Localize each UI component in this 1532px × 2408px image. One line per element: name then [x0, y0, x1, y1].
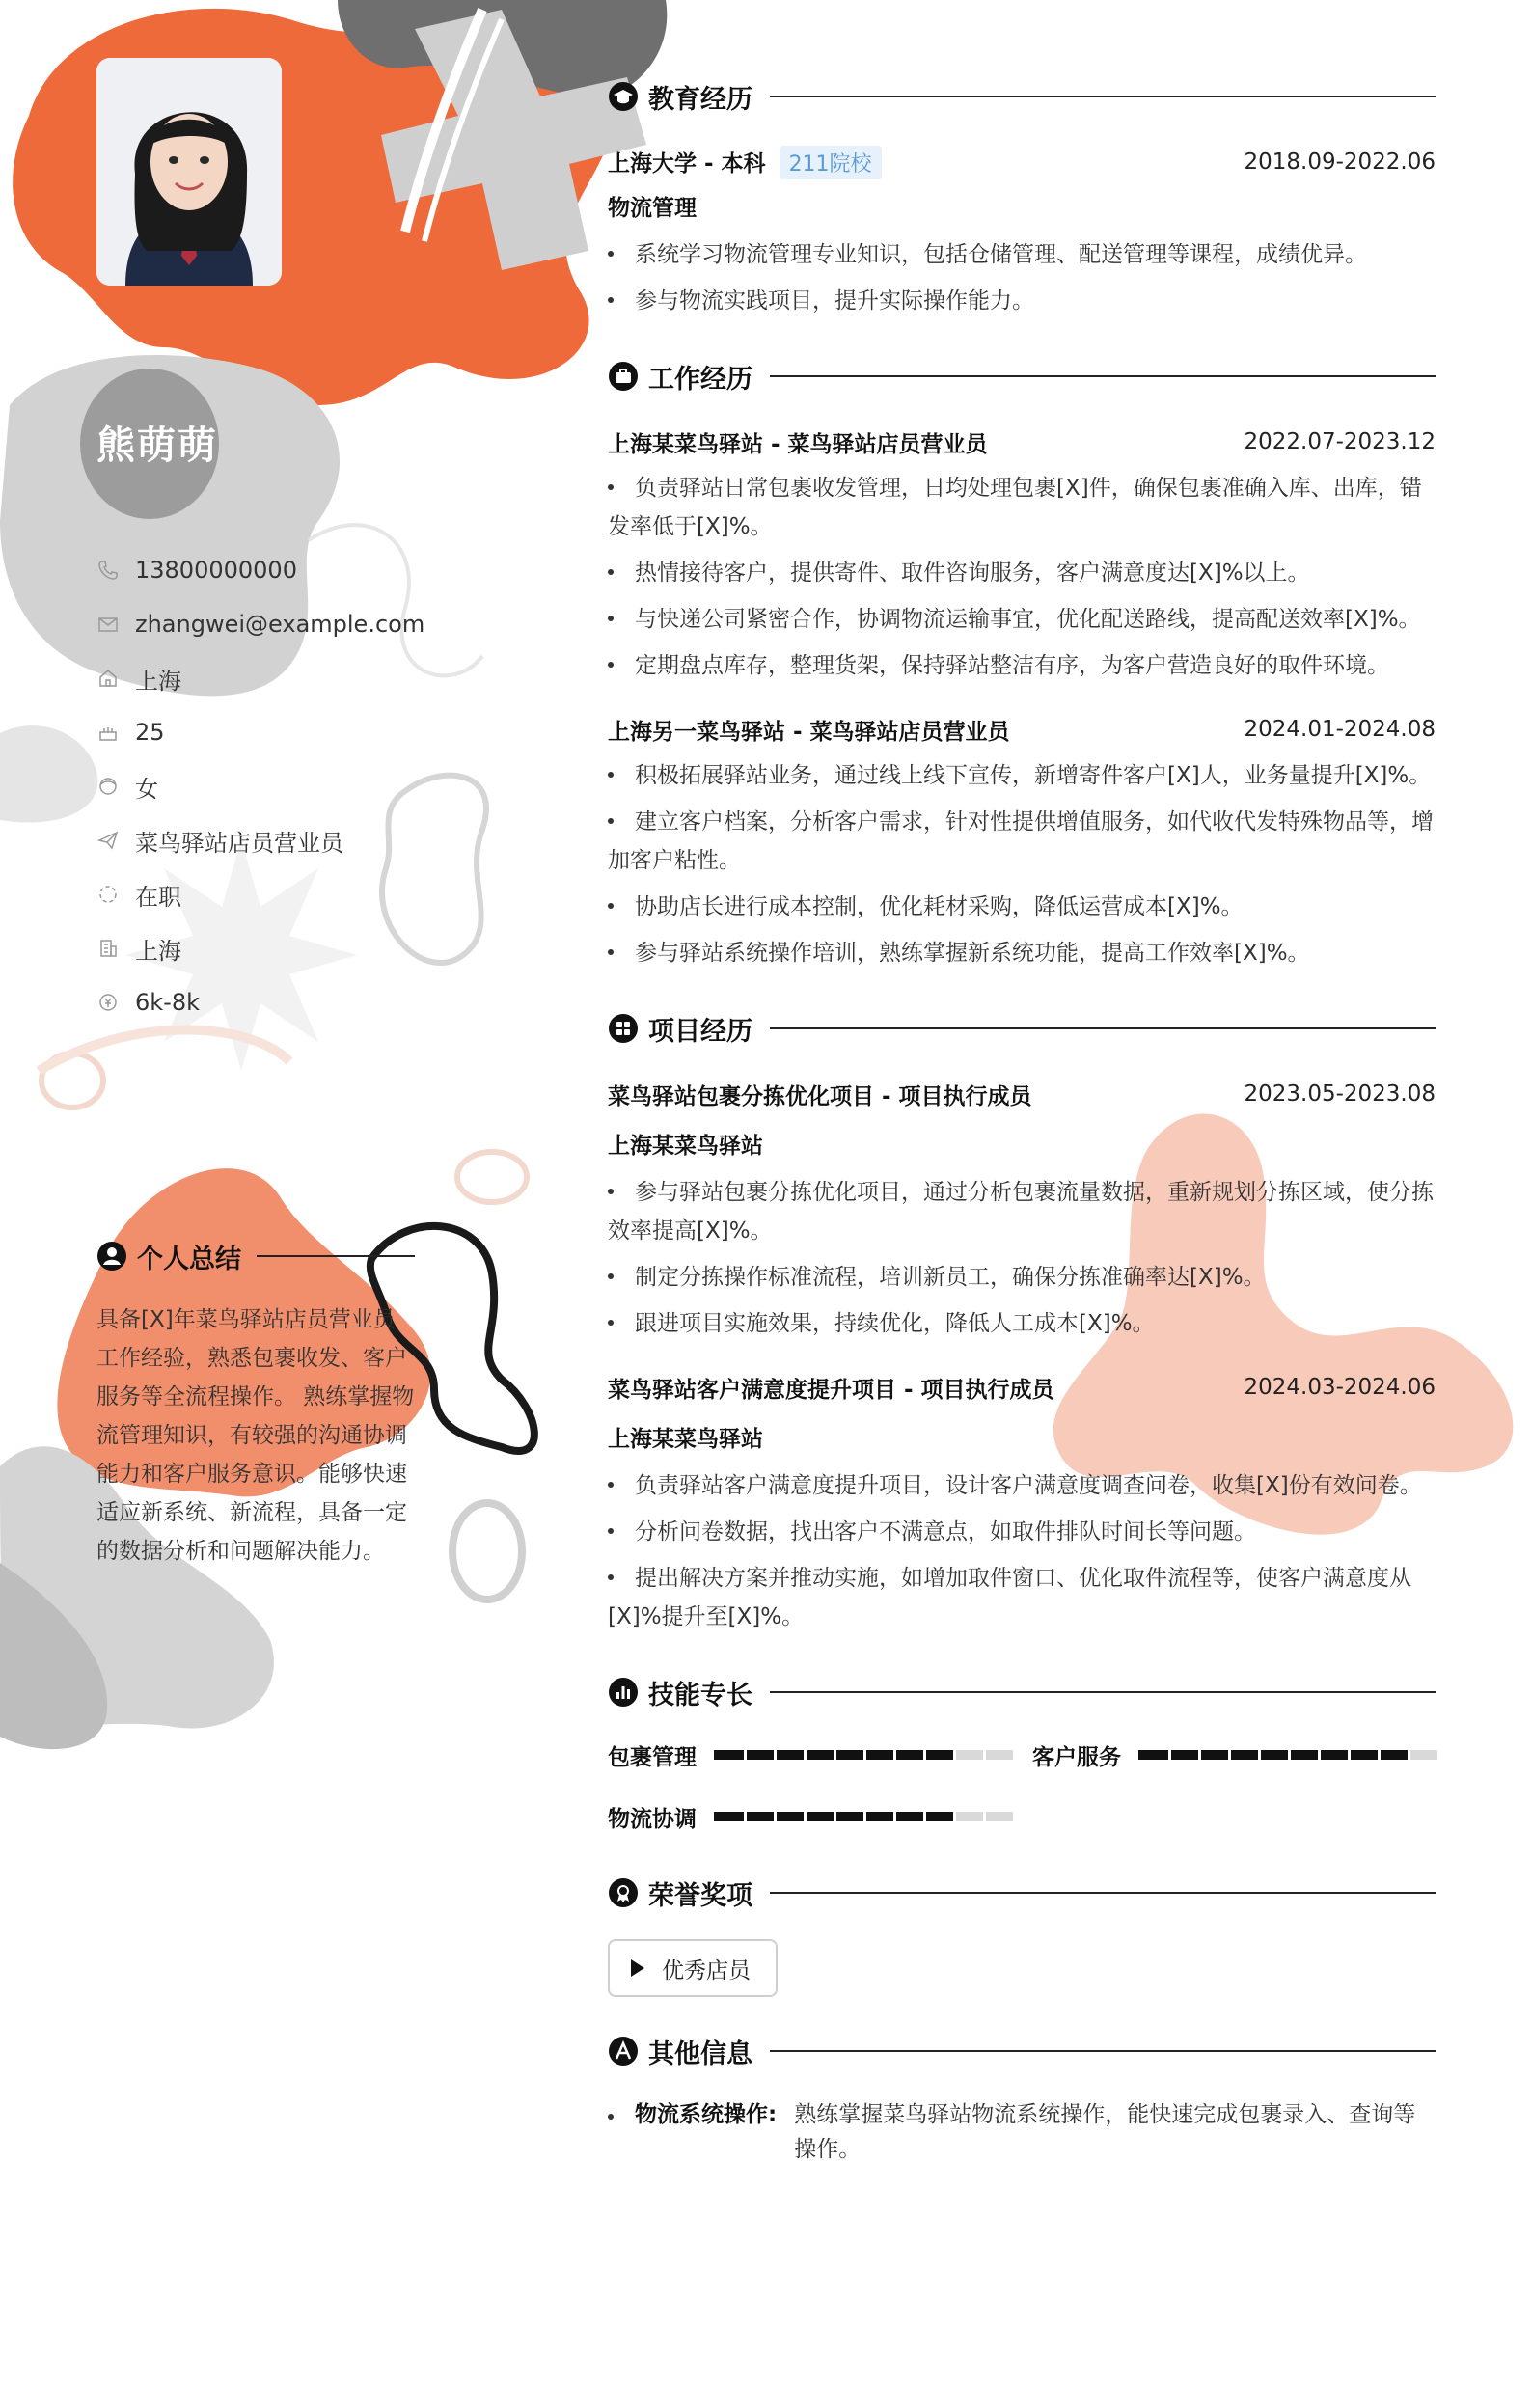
skill-item	[1032, 1738, 1457, 1771]
skill-bar-segment-gap	[893, 1750, 896, 1760]
list-item: 协助店长进行成本控制，优化耗材采购，降低运营成本[X]%。	[608, 888, 1436, 926]
list-item: 参与驿站包裹分拣优化项目，通过分析包裹流量数据，重新规划分拣区域，使分拣效率提高[X]%。	[608, 1180, 1434, 1244]
education-bullets	[608, 235, 1436, 320]
skills-grid	[608, 1738, 1436, 1833]
list-item: 跟进项目实施效果，持续优化，降低人工成本[X]%。	[608, 1304, 1436, 1343]
skill-bar-segment-gap	[744, 1812, 747, 1821]
divider	[770, 1892, 1436, 1894]
work-section	[608, 355, 1436, 972]
work-entry-date: 2024.01-2024.08	[1244, 717, 1436, 742]
skill-bar-segment-gap	[953, 1750, 956, 1760]
contact-age	[96, 705, 463, 759]
grid-icon	[608, 1013, 639, 1044]
project-entry-heading: 菜鸟驿站包裹分拣优化项目 - 项目执行成员	[608, 1083, 1032, 1109]
work-header	[608, 355, 1436, 397]
work-entry-header	[608, 423, 1436, 461]
other-item	[608, 2097, 1436, 2167]
list-item: 系统学习物流管理专业知识，包括仓储管理、配送管理等课程，成绩优异。	[608, 235, 1436, 274]
skill-bar-segment-gap	[863, 1750, 866, 1760]
summary-text: 具备[X]年菜鸟驿站店员营业员工作经验，熟悉包裹收发、客户服务等全流程操作。 熟练掌握物流管理知识，有较强的沟通协调能力和客户服务意识。能够快速适应新系统、新流程，具备一定的数据分析和问题解决能力。	[96, 1307, 415, 1564]
briefcase-icon	[608, 361, 639, 392]
skill-bar-segment-gap	[834, 1812, 836, 1821]
skill-bar-segment-gap	[863, 1812, 866, 1821]
contact-email	[96, 597, 463, 651]
school-name: 上海大学 - 本科	[608, 150, 766, 177]
summary-header	[96, 1237, 415, 1275]
project-entry-header	[608, 1075, 1436, 1113]
list-item: 参与物流实践项目，提升实际操作能力。	[608, 282, 1436, 320]
skill-item	[608, 1738, 1032, 1771]
divider	[770, 2050, 1436, 2052]
award-icon	[608, 1877, 639, 1908]
skill-bar	[1138, 1750, 1437, 1760]
list-item: 定期盘点库存，整理货架，保持驿站整洁有序，为客户营造良好的取件环境。	[608, 646, 1436, 685]
contact-work-city	[96, 921, 463, 975]
projects-header	[608, 1007, 1436, 1050]
divider	[770, 1691, 1436, 1693]
skill-bar-segment-gap	[983, 1750, 986, 1760]
skill-bar-segment-gap	[1408, 1750, 1410, 1760]
skill-bar-segment-gap	[744, 1750, 747, 1760]
contact-list	[96, 543, 463, 1029]
contact-value: 6k-8k	[135, 989, 200, 1016]
skill-bar-segment-gap	[953, 1812, 956, 1821]
work-entry-header	[608, 710, 1436, 749]
contact-status	[96, 867, 463, 921]
contact-value: 上海	[135, 667, 181, 695]
contact-salary	[96, 975, 463, 1029]
skill-bar-segment-gap	[1378, 1750, 1381, 1760]
contact-value: 25	[135, 719, 165, 746]
cake-icon	[96, 721, 120, 744]
contact-value: 菜鸟驿站店员营业员	[135, 829, 343, 857]
education-title: 教育经历	[648, 84, 752, 115]
other-header	[608, 2030, 1436, 2072]
divider	[770, 375, 1436, 377]
skill-name: 包裹管理	[608, 1744, 697, 1770]
list-item: 积极拓展驿站业务，通过线上线下宣传，新增寄件客户[X]人，业务量提升[X]%。	[608, 756, 1436, 795]
contact-value: zhangwei@example.com	[135, 611, 425, 638]
education-date: 2018.09-2022.06	[1244, 150, 1436, 175]
list-item: 参与驿站系统操作培训，熟练掌握新系统功能，提高工作效率[X]%。	[608, 934, 1436, 972]
contact-position	[96, 813, 463, 867]
skill-name: 客户服务	[1032, 1744, 1121, 1770]
skill-bar-segment-gap	[923, 1812, 926, 1821]
info-icon	[608, 2036, 639, 2066]
work-title: 工作经历	[648, 364, 752, 395]
project-entry-bullets	[608, 1173, 1436, 1343]
skill-bar	[714, 1812, 1013, 1821]
skill-bar-segment-gap	[923, 1750, 926, 1760]
skill-bar-segment-gap	[774, 1812, 777, 1821]
skills-title: 技能专长	[648, 1680, 752, 1710]
work-entry-heading: 上海某菜鸟驿站 - 菜鸟驿站店员营业员	[608, 431, 988, 457]
other-section	[608, 2030, 1436, 2167]
contact-value: 上海	[135, 937, 181, 965]
other-key: 物流系统操作:	[635, 2102, 778, 2127]
work-entry-heading: 上海另一菜鸟驿站 - 菜鸟驿站店员营业员	[608, 719, 1010, 745]
skill-bar-segment-gap	[804, 1812, 807, 1821]
skill-bar-segment-gap	[1198, 1750, 1201, 1760]
list-item: 负责驿站日常包裹收发管理，日均处理包裹[X]件，确保包裹准确入库、出库，错发率低于[X]%。	[608, 476, 1422, 539]
skill-bar-segment-gap	[983, 1812, 986, 1821]
school-tag-badge: 211院校	[780, 146, 882, 179]
skill-bar-segment-gap	[834, 1750, 836, 1760]
skills-section	[608, 1671, 1436, 1833]
project-entry-header	[608, 1368, 1436, 1407]
skill-bar-segment-gap	[893, 1812, 896, 1821]
ring	[457, 1152, 527, 1202]
work-entry-date: 2022.07-2023.12	[1244, 429, 1436, 454]
email-icon	[96, 613, 120, 636]
project-entry-heading: 菜鸟驿站客户满意度提升项目 - 项目执行成员	[608, 1377, 1054, 1403]
salary-icon	[96, 991, 120, 1014]
paper-plane-icon	[96, 829, 120, 852]
skill-bar-segment-gap	[1258, 1750, 1261, 1760]
status-icon	[96, 883, 120, 906]
education-entry-header	[608, 143, 1436, 181]
other-value: 熟练掌握菜鸟驿站物流系统操作，能快速完成包裹录入、查询等操作。	[794, 2102, 1416, 2162]
skill-bar-segment-gap	[1288, 1750, 1291, 1760]
list-item: 与快递公司紧密合作，协调物流运输事宜，优化配送路线，提高配送效率[X]%。	[608, 600, 1436, 639]
contact-phone	[96, 543, 463, 597]
main-content	[608, 75, 1436, 2167]
divider	[770, 1027, 1436, 1029]
contact-gender	[96, 759, 463, 813]
work-entry-bullets	[608, 756, 1436, 972]
project-entry-date: 2024.03-2024.06	[1244, 1375, 1436, 1400]
grey-blob-small	[0, 725, 97, 822]
list-item: 负责驿站客户满意度提升项目，设计客户满意度调查问卷，收集[X]份有效问卷。	[608, 1466, 1436, 1505]
project-org: 上海某菜鸟驿站	[608, 1134, 763, 1159]
peach-arc	[39, 1030, 289, 1072]
divider	[257, 1255, 415, 1257]
skill-bar-segment-gap	[1348, 1750, 1351, 1760]
major: 物流管理	[608, 196, 697, 221]
contact-city	[96, 651, 463, 705]
divider	[770, 96, 1436, 97]
avatar-portrait	[96, 58, 282, 286]
skill-bar-segment-gap	[1318, 1750, 1321, 1760]
list-item: 热情接待客户，提供寄件、取件咨询服务，客户满意度达[X]%以上。	[608, 554, 1436, 592]
contact-value: 在职	[135, 883, 181, 911]
skill-bar-fill	[1138, 1750, 1408, 1760]
gender-icon	[96, 775, 120, 798]
project-org: 上海某菜鸟驿站	[608, 1427, 763, 1452]
graduation-cap-icon	[608, 81, 639, 112]
home-icon	[96, 667, 120, 690]
profile-photo	[96, 58, 282, 286]
phone-icon	[96, 559, 120, 582]
awards-section	[608, 1872, 1436, 1997]
contact-value: 女	[135, 775, 158, 803]
contact-value: 13800000000	[135, 557, 297, 584]
education-section	[608, 75, 1436, 320]
skill-bar	[714, 1750, 1013, 1760]
building-icon	[96, 937, 120, 960]
skills-header	[608, 1671, 1436, 1713]
summary-section	[96, 1237, 415, 1571]
awards-title: 荣誉奖项	[648, 1880, 752, 1911]
project-entry-bullets	[608, 1466, 1436, 1636]
awards-header	[608, 1872, 1436, 1914]
projects-title: 项目经历	[648, 1016, 752, 1047]
award-label: 优秀店员	[662, 1957, 751, 1984]
list-item: 建立客户档案，分析客户需求，针对性提供增值服务，如代收代发特殊物品等，增加客户粘性。	[608, 809, 1434, 873]
skill-item	[608, 1800, 1032, 1833]
summary-title: 个人总结	[137, 1244, 241, 1274]
skill-name: 物流协调	[608, 1806, 697, 1832]
play-icon	[631, 1959, 644, 1977]
skill-bar-segment-gap	[804, 1750, 807, 1760]
education-header	[608, 75, 1436, 118]
candidate-name: 熊萌萌	[96, 424, 218, 468]
other-title: 其他信息	[648, 2039, 752, 2069]
grey-ring	[452, 1503, 522, 1600]
award-badge[interactable]	[608, 1939, 778, 1997]
list-item: 分析问卷数据，找出客户不满意点，如取件排队时间长等问题。	[608, 1513, 1436, 1551]
projects-section	[608, 1007, 1436, 1636]
skill-bar-segment-gap	[1228, 1750, 1231, 1760]
list-item: 提出解决方案并推动实施，如增加取件窗口、优化取件流程等，使客户满意度从[X]%提升至[X]%。	[608, 1566, 1411, 1629]
project-entry-date: 2023.05-2023.08	[1244, 1081, 1436, 1107]
work-entry-bullets	[608, 469, 1436, 685]
user-icon	[96, 1241, 127, 1272]
skill-bar-segment-gap	[774, 1750, 777, 1760]
list-item: 制定分拣操作标准流程，培训新员工，确保分拣准确率达[X]%。	[608, 1258, 1436, 1297]
skill-bar-segment-gap	[1168, 1750, 1171, 1760]
bar-chart-icon	[608, 1677, 639, 1708]
